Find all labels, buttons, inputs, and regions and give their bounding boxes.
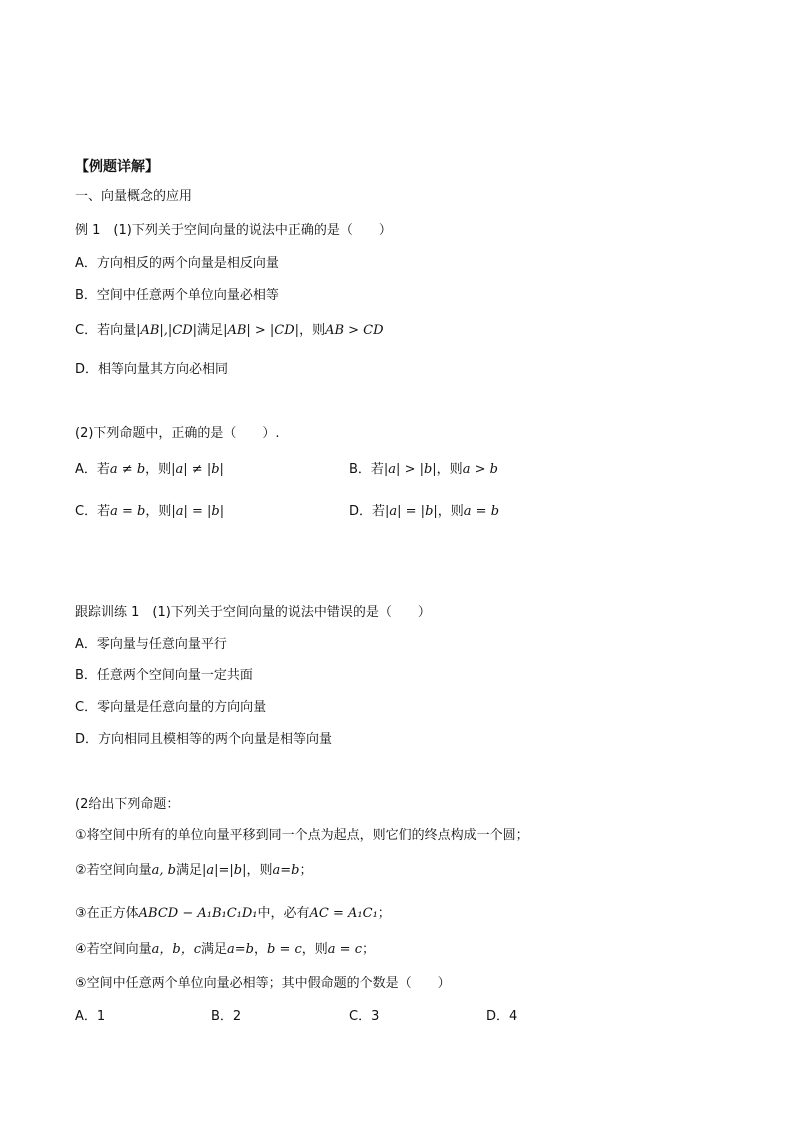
practice1-q2-stem: (2给出下列命题： [75, 797, 180, 812]
modulus-inequality: |AB| > |CD| [223, 323, 300, 338]
option-c-prefix: C．若向量 [75, 323, 137, 338]
option-d-result: a = b [463, 504, 500, 519]
example1-q2-option-d [349, 503, 499, 521]
prop2-result: a=b [272, 863, 300, 878]
option-c-prefix: C．若 [75, 504, 111, 519]
practice1-q1-stem: 跟踪训练 1 (1)下列关于空间向量的说法中错误的是（ ） [75, 605, 431, 620]
prop4-end: ； [362, 942, 376, 957]
prop3-cube: ABCD − A₁B₁C₁D₁ [138, 906, 258, 921]
example1-q2-option-a [75, 461, 224, 479]
prop2-mid: 满足 [176, 863, 203, 878]
proposition-4 [75, 941, 375, 959]
prop3-end: ； [377, 906, 391, 921]
proposition-1: ①将空间中所有的单位向量平移到同一个点为起点，则它们的终点构成一个圆； [75, 828, 529, 843]
example1-q2-option-b [349, 461, 498, 479]
option-c-then: ，则 [145, 504, 172, 519]
section-title: 【例题详解】 [75, 159, 159, 175]
answer-option-b: B．2 [211, 1009, 242, 1024]
vector-inequality: AB > CD [325, 323, 384, 338]
vector-modulus-pair: |AB|,|CD| [136, 323, 198, 338]
option-c-then: ，则 [299, 323, 326, 338]
prop2-then: ，则 [246, 863, 273, 878]
prop2-end: ； [299, 863, 313, 878]
proposition-3 [75, 905, 391, 923]
prop4-vectors: a，b，c [151, 942, 202, 957]
option-d-condition: |a| = |b| [385, 504, 438, 519]
example1-q1-option-a: A．方向相反的两个向量是相反向量 [75, 256, 279, 271]
answer-option-d: D．4 [486, 1009, 518, 1024]
practice1-q1-option-c: C．零向量是任意向量的方向向量 [75, 700, 267, 715]
option-b-result: a > b [462, 462, 498, 477]
example1-q1-option-b: B．空间中任意两个单位向量必相等 [75, 288, 279, 303]
prop3-mid: 中，必有 [257, 906, 310, 921]
example1-q1-option-d: D．相等向量其方向必相同 [75, 362, 229, 377]
option-d-then: ，则 [437, 504, 464, 519]
option-a-then: ，则 [145, 462, 172, 477]
option-a-result: |a| ≠ |b| [171, 462, 224, 477]
practice1-q1-option-d: D．方向相同且模相等的两个向量是相等向量 [75, 732, 333, 747]
option-a-condition: a ≠ b [109, 462, 146, 477]
topic-heading: 一、向量概念的应用 [75, 189, 193, 204]
practice1-q1-option-b: B．任意两个空间向量一定共面 [75, 668, 253, 683]
option-d-prefix: D．若 [349, 504, 386, 519]
prop4-mid: 满足 [201, 942, 228, 957]
option-c-result: |a| = |b| [171, 504, 225, 519]
example1-q1-option-c [75, 322, 384, 340]
prop4-condition-1: a=b [227, 942, 254, 957]
proposition-5: ⑤空间中任意两个单位向量必相等；其中假命题的个数是（ ） [75, 976, 451, 991]
option-b-condition: |a| > |b| [383, 462, 437, 477]
answer-option-a: A．1 [75, 1009, 106, 1024]
option-b-prefix: B．若 [349, 462, 384, 477]
proposition-2 [75, 862, 313, 880]
prop4-result: a = c [327, 942, 362, 957]
option-c-mid: 满足 [197, 323, 224, 338]
prop4-prefix: ④若空间向量 [75, 942, 152, 957]
prop3-equation: AC = A₁C₁ [309, 906, 378, 921]
example1-q2-option-c [75, 503, 224, 521]
practice1-q1-option-a: A．零向量与任意向量平行 [75, 637, 227, 652]
option-b-then: ，则 [436, 462, 463, 477]
option-c-condition: a = b [110, 504, 146, 519]
prop2-condition: |a|=|b| [202, 863, 247, 878]
prop4-then: ，则 [301, 942, 328, 957]
prop2-vectors: a, b [151, 863, 176, 878]
option-a-prefix: A．若 [75, 462, 110, 477]
example1-q1-stem: 例 1 (1)下列关于空间向量的说法中正确的是（ ） [75, 223, 392, 238]
prop4-condition-2: b = c [267, 942, 302, 957]
prop3-prefix: ③在正方体 [75, 906, 139, 921]
prop4-separator: ， [254, 942, 268, 957]
example1-q2-stem: (2)下列命题中，正确的是（ ）. [75, 426, 280, 441]
prop2-prefix: ②若空间向量 [75, 863, 152, 878]
answer-option-c: C．3 [349, 1009, 380, 1024]
